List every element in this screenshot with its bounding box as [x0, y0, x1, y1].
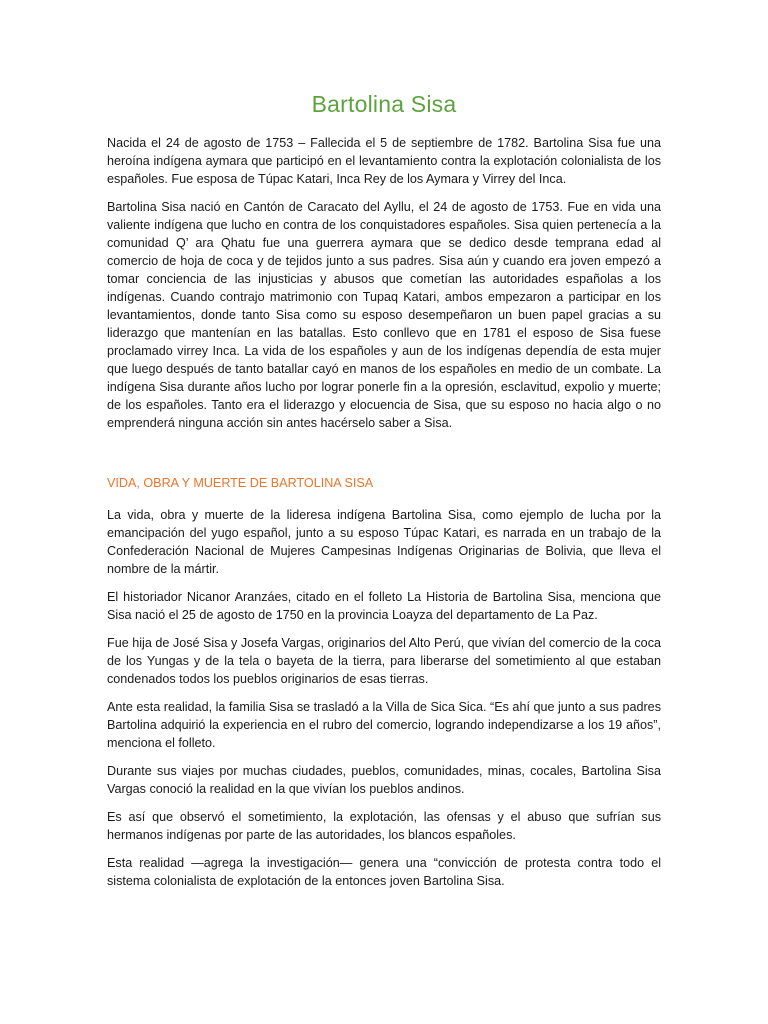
section-heading: VIDA, OBRA Y MUERTE DE BARTOLINA SISA [107, 476, 374, 490]
intro-paragraph-2: Bartolina Sisa nació en Cantón de Caracato del Ayllu, el 24 de agosto de 1753. Fue en vida una valiente indígena que lucho en contra de los conquistadores españoles. Sisa quien pertenecía a la comunidad Q’ ara Qhatu fue una guerrera aymara que se dedico desde temprana edad al comercio de hoja de coca y de tejidos junto a sus padres. Sisa aún y cuando era joven empezó a tomar conciencia de las injusticias y abusos que cometían las autoridades españolas a los indígenas. Cuando contrajo matrimonio con Tupaq Katari, ambos empezaron a participar en los levantamientos, donde tanto Sisa como su esposo desempeñaron un buen papel gracias a su liderazgo que mantenían en las batallas. Esto conllevo que en 1781 el esposo de Sisa fuese proclamado virrey Inca. La vida de los españoles y aun de los indígenas dependía de esta mujer que luego después de tanto batallar cayó en manos de los españoles en medio de un combate. La indígena Sisa durante años lucho por lograr ponerle fin a la opresión, esclavitud, expolio y muerte; de los españoles. Tanto era el liderazgo y elocuencia de Sisa, que su esposo no hacia algo o no emprenderá ninguna acción sin antes hacérselo saber a Sisa. [107, 200, 661, 430]
section-paragraph-4: Ante esta realidad, la familia Sisa se trasladó a la Villa de Sica Sica. “Es ahí que junto a sus padres Bartolina adquirió la experiencia en el rubro del comercio, logrando independizarse a los 19 años”, menciona el folleto. [107, 700, 661, 750]
intro-paragraph-1: Nacida el 24 de agosto de 1753 – Fallecida el 5 de septiembre de 1782. Bartolina Sisa fue una heroína indígena aymara que participó en el levantamiento contra la explotación colonialista de los españoles. Fue esposa de Túpac Katari, Inca Rey de los Aymara y Virrey del Inca. [107, 136, 661, 186]
section-paragraph-6: Es así que observó el sometimiento, la explotación, las ofensas y el abuso que sufrían sus hermanos indígenas por parte de las autoridades, los blancos españoles. [107, 810, 661, 842]
section-paragraph-5: Durante sus viajes por muchas ciudades, pueblos, comunidades, minas, cocales, Bartolina Sisa Vargas conoció la realidad en la que vivían los pueblos andinos. [107, 764, 661, 796]
document-content [107, 88, 661, 900]
section-paragraph-7: Esta realidad —agrega la investigación— genera una “convicción de protesta contra todo el sistema colonialista de explotación de la entonces joven Bartolina Sisa. [107, 856, 661, 888]
page-title: Bartolina Sisa [311, 91, 457, 117]
section-paragraph-1: La vida, obra y muerte de la lideresa indígena Bartolina Sisa, como ejemplo de lucha por la emancipación del yugo español, junto a su esposo Túpac Katari, es narrada en un trabajo de la Confederación Nacional de Mujeres Campesinas Indígenas Originarias de Bolivia, que lleva el nombre de la mártir. [107, 508, 661, 576]
section-paragraph-3: Fue hija de José Sisa y Josefa Vargas, originarios del Alto Perú, que vivían del comercio de la coca de los Yungas y de la tela o bayeta de la tierra, para liberarse del sometimiento al que estaban condenados todos los pueblos originarios de esas tierras. [107, 636, 661, 686]
section-paragraph-2: El historiador Nicanor Aranzáes, citado en el folleto La Historia de Bartolina Sisa, menciona que Sisa nació el 25 de agosto de 1750 en la provincia Loayza del departamento de La Paz. [107, 590, 661, 622]
